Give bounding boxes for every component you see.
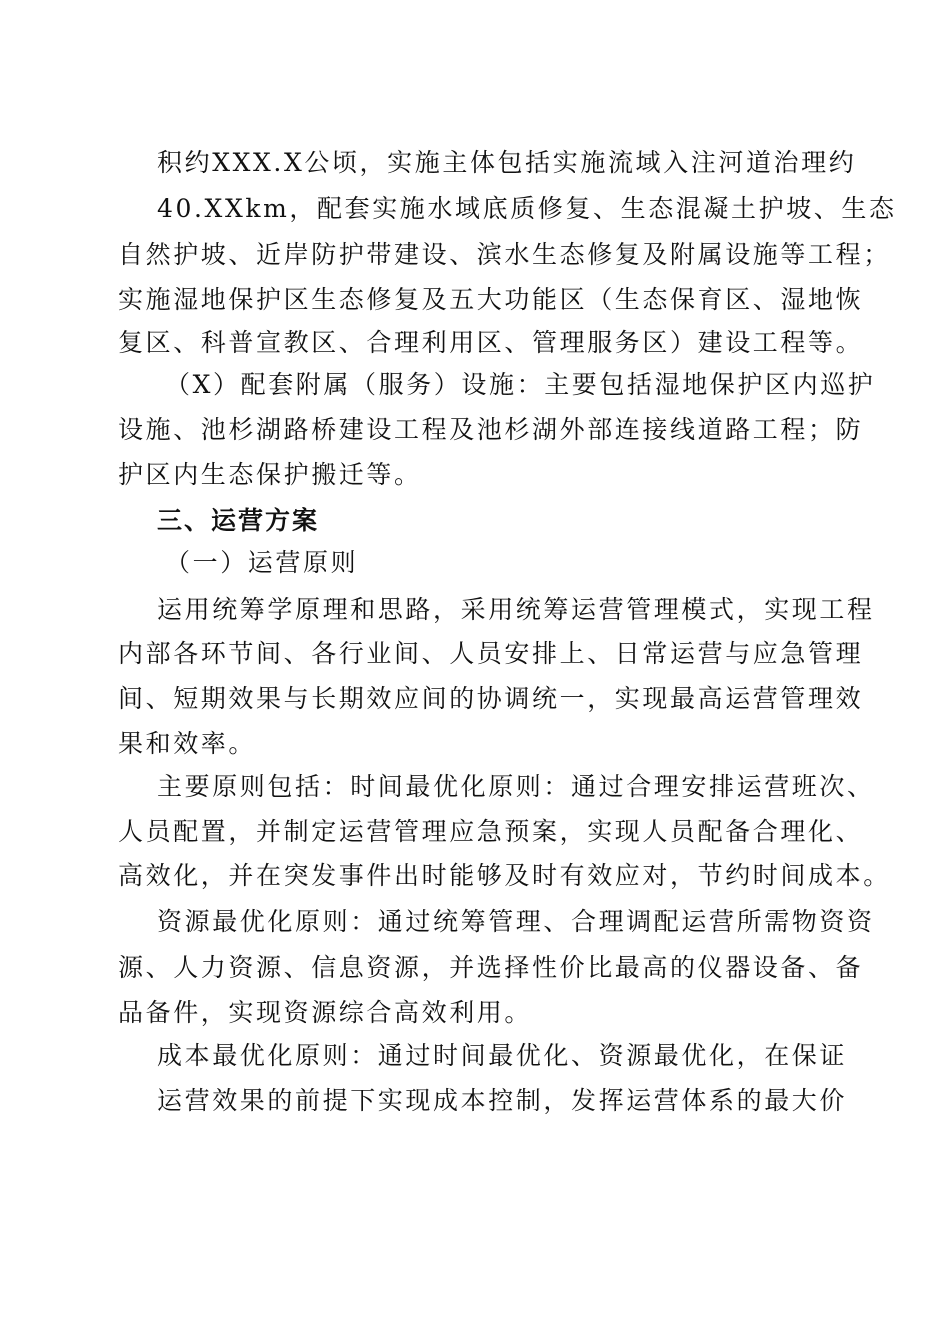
paragraph-line: 复区、科普宣教区、合理利用区、管理服务区）建设工程等。 [118,328,864,357]
paragraph-line: 自然护坡、近岸防护带建设、滨水生态修复及附属设施等工程； [118,240,891,269]
section-heading: 三、运营方案 [157,506,320,535]
paragraph-line: 内部各环节间、各行业间、人员安排上、日常运营与应急管理 [118,639,864,668]
paragraph-line: 运营效果的前提下实现成本控制，发挥运营体系的最大价 [157,1086,848,1115]
paragraph-line: 实施湿地保护区生态修复及五大功能区（生态保育区、湿地恢 [118,285,864,314]
paragraph-line: 40.XXkm，配套实施水域底质修复、生态混凝土护坡、生态 [157,194,897,223]
subsection-heading: （一）运营原则 [165,548,359,577]
paragraph-line: 人员配置，并制定运营管理应急预案，实现人员配备合理化、 [118,817,864,846]
paragraph-line: 高效化，并在突发事件出时能够及时有效应对，节约时间成本。 [118,861,891,890]
paragraph-line: 成本最优化原则：通过时间最优化、资源最优化，在保证 [157,1041,848,1070]
paragraph-line: 资源最优化原则：通过统筹管理、合理调配运营所需物资资 [157,907,875,936]
paragraph-line: 间、短期效果与长期效应间的协调统一，实现最高运营管理效 [118,684,864,713]
paragraph-line: 运用统筹学原理和思路，采用统筹运营管理模式，实现工程 [157,595,875,624]
paragraph-line: 护区内生态保护搬迁等。 [118,460,422,489]
paragraph-line: 源、人力资源、信息资源，并选择性价比最高的仪器设备、备 [118,953,864,982]
paragraph-line: （X）配套附属（服务）设施：主要包括湿地保护区内巡护 [165,370,876,399]
paragraph-line: 品备件，实现资源综合高效利用。 [118,998,533,1027]
paragraph-line: 果和效率。 [118,729,257,758]
paragraph-line: 主要原则包括：时间最优化原则：通过合理安排运营班次、 [157,772,875,801]
paragraph-line: 积约XXX.X公顷，实施主体包括实施流域入注河道治理约 [157,148,857,177]
paragraph-line: 设施、池杉湖路桥建设工程及池杉湖外部连接线道路工程；防 [118,415,864,444]
